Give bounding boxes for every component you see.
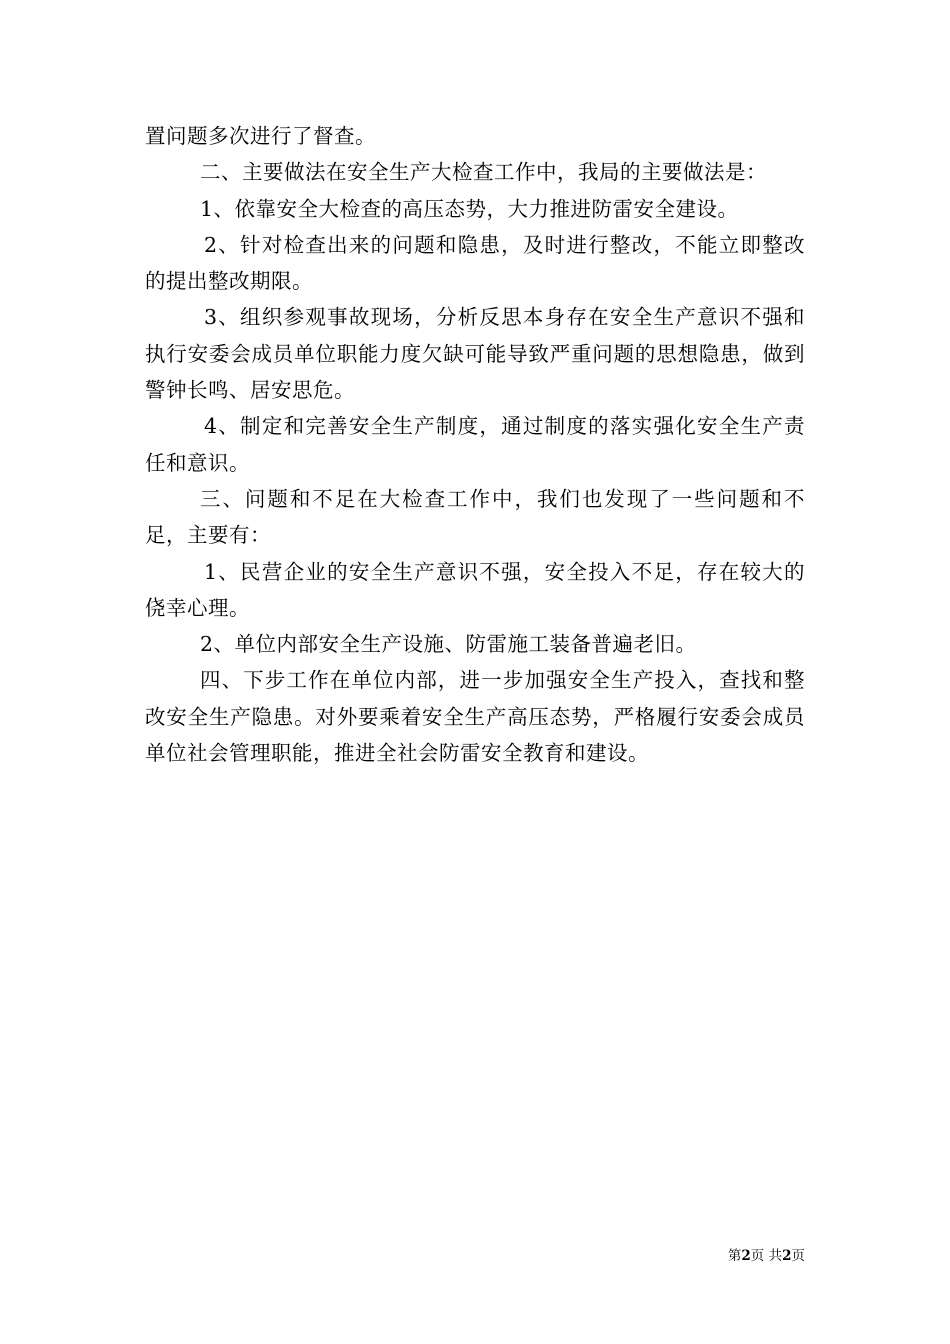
footer-middle: 页 共	[750, 1248, 783, 1264]
paragraph-practice-4: 4、制定和完善安全生产制度，通过制度的落实强化安全生产责任和意识。	[145, 414, 805, 475]
footer-suffix: 页	[791, 1248, 805, 1264]
paragraph-problem-1: 1、民营企业的安全生产意识不强，安全投入不足，存在较大的侥幸心理。	[145, 559, 805, 620]
paragraph-section-four-heading: 四、下步工作在单位内部，进一步加强安全生产投入，查找和整改安全生产隐患。对外要乘着安全生产高压态势，严格履行安委会成员单位社会管理职能，推进全社会防雷安全教育和建设。	[145, 668, 805, 766]
footer-current-page: 2	[741, 1248, 751, 1264]
paragraph-practice-1: 1、依靠安全大检查的高压态势，大力推进防雷安全建设。	[200, 196, 739, 221]
footer-prefix: 第	[727, 1248, 742, 1264]
paragraph-problem-2: 2、单位内部安全生产设施、防雷施工装备普遍老旧。	[200, 632, 697, 657]
footer-total-pages: 2	[782, 1248, 792, 1264]
paragraph-continuation: 置问题多次进行了督查。	[145, 124, 376, 148]
document-body	[145, 118, 805, 771]
paragraph-section-two-heading: 二、主要做法在安全生产大检查工作中，我局的主要做法是：	[200, 160, 767, 185]
page-footer	[728, 1247, 805, 1265]
paragraph-practice-2: 2、针对检查出来的问题和隐患，及时进行整改，不能立即整改的提出整改期限。	[145, 232, 805, 294]
paragraph-section-three-heading: 三、问题和不足在大检查工作中，我们也发现了一些问题和不足，主要有：	[145, 486, 805, 548]
paragraph-practice-3: 3、组织参观事故现场，分析反思本身存在安全生产意识不强和执行安委会成员单位职能力度欠缺可能导致严重问题的思想隐患，做到警钟长鸣、居安思危。	[145, 305, 805, 403]
